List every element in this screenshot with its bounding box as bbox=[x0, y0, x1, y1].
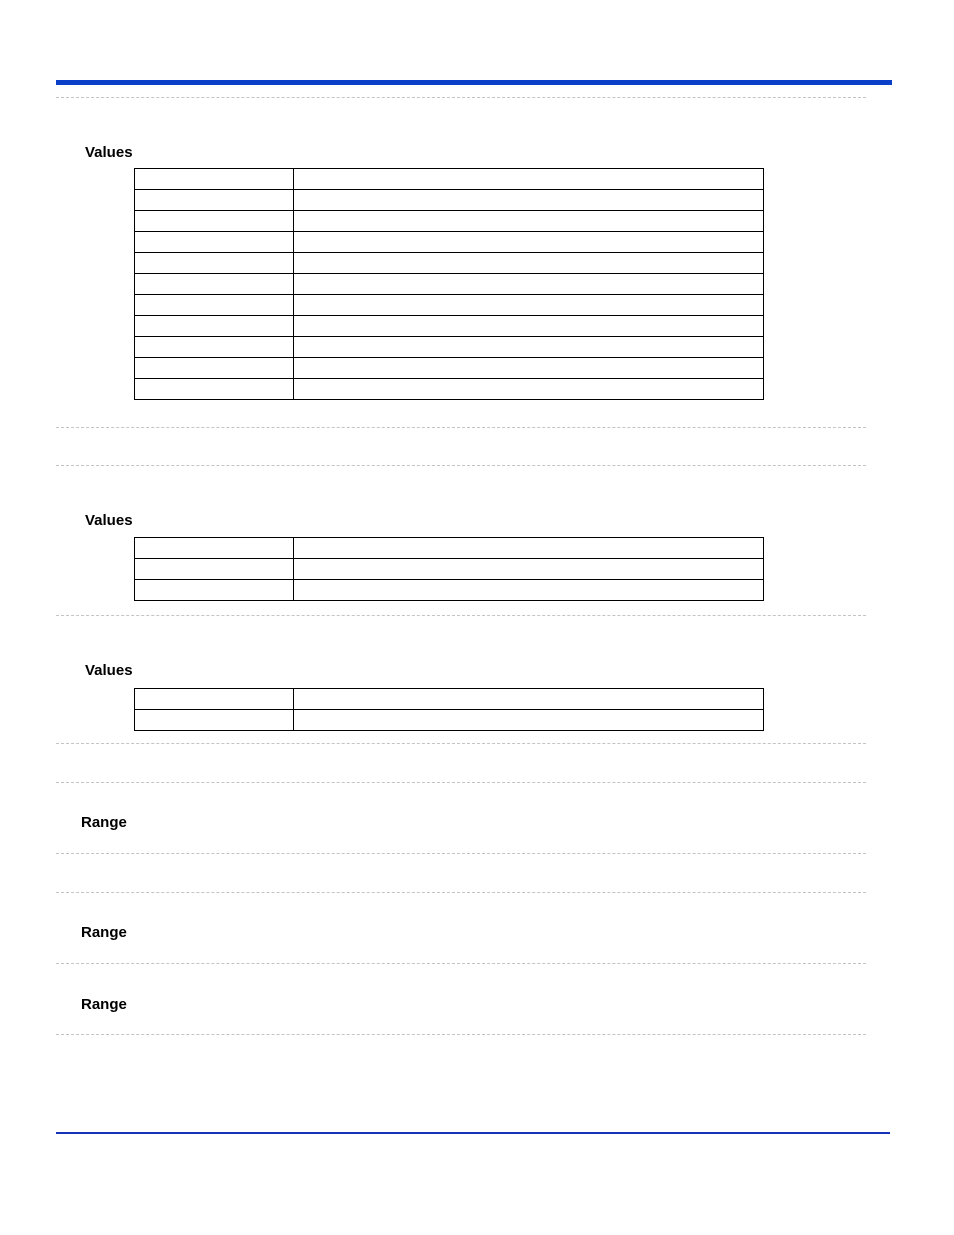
table-cell-key bbox=[135, 232, 294, 253]
values-table-1 bbox=[134, 168, 764, 400]
table-row bbox=[135, 538, 764, 559]
table-cell-value bbox=[294, 580, 764, 601]
values-heading-3: Values bbox=[85, 662, 133, 679]
table-row bbox=[135, 295, 764, 316]
section-divider bbox=[56, 465, 866, 466]
section-divider bbox=[56, 743, 866, 744]
section-divider bbox=[56, 782, 866, 783]
table-row bbox=[135, 689, 764, 710]
table-cell-value bbox=[294, 190, 764, 211]
table-row bbox=[135, 710, 764, 731]
section-divider bbox=[56, 963, 866, 964]
table-row bbox=[135, 316, 764, 337]
values-table-2 bbox=[134, 537, 764, 601]
table-cell-value bbox=[294, 169, 764, 190]
section-divider bbox=[56, 615, 866, 616]
table-cell-key bbox=[135, 211, 294, 232]
table-row bbox=[135, 190, 764, 211]
table-cell-key bbox=[135, 580, 294, 601]
table-cell-key bbox=[135, 358, 294, 379]
table-row bbox=[135, 379, 764, 400]
table-cell-value bbox=[294, 211, 764, 232]
values-heading-1: Values bbox=[85, 144, 133, 161]
table-row bbox=[135, 559, 764, 580]
range-heading-1: Range bbox=[81, 814, 127, 831]
table-cell-key bbox=[135, 316, 294, 337]
table-cell-key bbox=[135, 169, 294, 190]
table-cell-key bbox=[135, 379, 294, 400]
table-cell-key bbox=[135, 295, 294, 316]
table-row bbox=[135, 169, 764, 190]
table-row bbox=[135, 580, 764, 601]
footer-rule bbox=[56, 1132, 890, 1134]
section-divider bbox=[56, 853, 866, 854]
table-cell-value bbox=[294, 538, 764, 559]
table-cell-key bbox=[135, 337, 294, 358]
table-cell-value bbox=[294, 232, 764, 253]
table-cell-value bbox=[294, 316, 764, 337]
section-divider bbox=[56, 892, 866, 893]
table-cell-value bbox=[294, 689, 764, 710]
table-cell-value bbox=[294, 295, 764, 316]
table-row bbox=[135, 274, 764, 295]
values-heading-2: Values bbox=[85, 512, 133, 529]
table-cell-key bbox=[135, 253, 294, 274]
header-rule bbox=[56, 80, 892, 85]
table-cell-value bbox=[294, 358, 764, 379]
table-cell-key bbox=[135, 559, 294, 580]
table-row bbox=[135, 358, 764, 379]
section-divider bbox=[56, 97, 866, 98]
values-table-3 bbox=[134, 688, 764, 731]
table-cell-value bbox=[294, 337, 764, 358]
table-cell-key bbox=[135, 538, 294, 559]
table-row bbox=[135, 211, 764, 232]
table-cell-key bbox=[135, 190, 294, 211]
table-row bbox=[135, 232, 764, 253]
table-row bbox=[135, 337, 764, 358]
table-row bbox=[135, 253, 764, 274]
range-heading-2: Range bbox=[81, 924, 127, 941]
table-cell-key bbox=[135, 689, 294, 710]
table-cell-value bbox=[294, 710, 764, 731]
table-cell-value bbox=[294, 559, 764, 580]
table-cell-key bbox=[135, 274, 294, 295]
table-cell-value bbox=[294, 274, 764, 295]
table-cell-value bbox=[294, 379, 764, 400]
section-divider bbox=[56, 1034, 866, 1035]
section-divider bbox=[56, 427, 866, 428]
range-heading-3: Range bbox=[81, 996, 127, 1013]
table-cell-value bbox=[294, 253, 764, 274]
table-cell-key bbox=[135, 710, 294, 731]
